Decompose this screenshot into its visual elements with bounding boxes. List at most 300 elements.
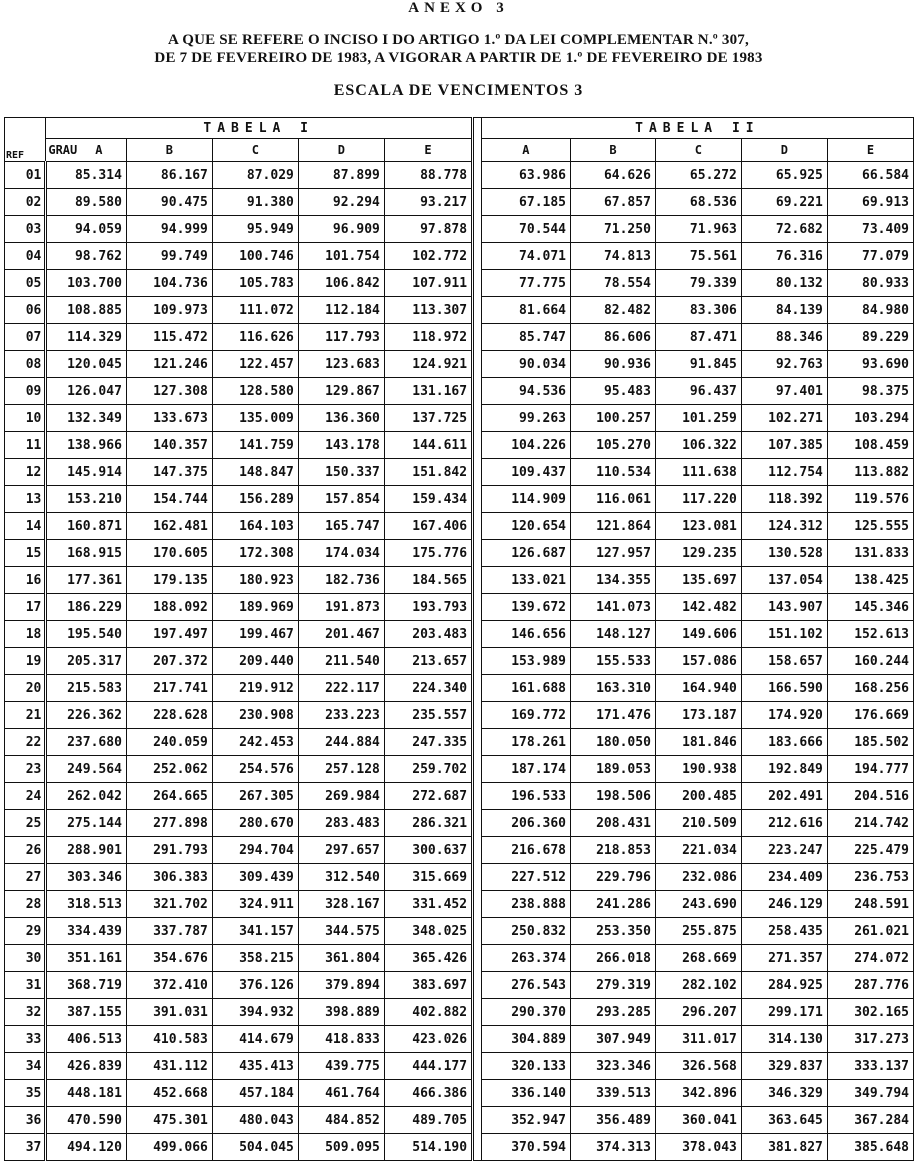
tabela-1-e-cell: 124.921 [384, 351, 472, 378]
tabela-2-c-cell: 157.086 [655, 648, 741, 675]
tabela-1-a-cell: 195.540 [46, 621, 127, 648]
tabela-2-d-cell: 112.754 [741, 459, 827, 486]
tabela-2-b-cell: 134.355 [571, 567, 656, 594]
tabela-1-c-cell: 435.413 [212, 1053, 298, 1080]
table-row [5, 432, 914, 459]
tabela-1-b-cell: 104.736 [126, 270, 212, 297]
tabela-2-d-cell: 137.054 [741, 567, 827, 594]
tabela-1-b-cell: 228.628 [126, 702, 212, 729]
tabela-2-a-cell: 94.536 [481, 378, 570, 405]
table-group-header [5, 118, 914, 139]
tabela-1-b-cell: 179.135 [126, 567, 212, 594]
tabela-2-a-cell: 99.263 [481, 405, 570, 432]
table-gap [473, 459, 482, 486]
tabela-1-e-cell: 193.793 [384, 594, 472, 621]
tabela-2-b-cell: 374.313 [571, 1134, 656, 1161]
tabela-2-a-cell: 67.185 [481, 189, 570, 216]
tabela-2-d-cell: 346.329 [741, 1080, 827, 1107]
tabela-1-b-cell: 133.673 [126, 405, 212, 432]
tabela-2-a-cell: 81.664 [481, 297, 570, 324]
tabela-2-a-cell: 187.174 [481, 756, 570, 783]
tabela-2-a-cell: 114.909 [481, 486, 570, 513]
tabela-1-c-cell: 280.670 [212, 810, 298, 837]
table-row [5, 513, 914, 540]
tabela-2-a-cell: 74.071 [481, 243, 570, 270]
tabela-1-d-cell: 418.833 [298, 1026, 384, 1053]
tabela-1-c-cell: 230.908 [212, 702, 298, 729]
tabela-1-c-cell: 457.184 [212, 1080, 298, 1107]
column-header-e: E [384, 139, 472, 162]
tabela-1-a-cell: 249.564 [46, 756, 127, 783]
tabela-2-b-cell: 86.606 [571, 324, 656, 351]
tabela-1-c-cell: 116.626 [212, 324, 298, 351]
tabela-2-a-cell: 77.775 [481, 270, 570, 297]
tabela-1-c-cell: 91.380 [212, 189, 298, 216]
tabela-2-c-cell: 111.638 [655, 459, 741, 486]
table-gap [473, 999, 482, 1026]
tabela-2-e-cell: 367.284 [827, 1107, 913, 1134]
ref-cell: 33 [5, 1026, 46, 1053]
tabela-1-c-cell: 254.576 [212, 756, 298, 783]
tabela-1-d-cell: 509.095 [298, 1134, 384, 1161]
tabela-1-e-cell: 144.611 [384, 432, 472, 459]
tabela-1-d-cell: 439.775 [298, 1053, 384, 1080]
tabela-2-c-cell: 342.896 [655, 1080, 741, 1107]
tabela-1-e-cell: 88.778 [384, 162, 472, 189]
tabela-2-c-cell: 135.697 [655, 567, 741, 594]
table-row [5, 270, 914, 297]
tabela-1-d-cell: 112.184 [298, 297, 384, 324]
tabela-1-a-cell: 237.680 [46, 729, 127, 756]
ref-cell: 28 [5, 891, 46, 918]
tabela-2-a-cell: 85.747 [481, 324, 570, 351]
tabela-2-d-cell: 130.528 [741, 540, 827, 567]
tabela-2-d-cell: 65.925 [741, 162, 827, 189]
tabela-1-c-cell: 267.305 [212, 783, 298, 810]
tabela-1-b-cell: 115.472 [126, 324, 212, 351]
tabela-2-e-cell: 248.591 [827, 891, 913, 918]
tabela-1-e-cell: 423.026 [384, 1026, 472, 1053]
tabela-2-b-cell: 293.285 [571, 999, 656, 1026]
tabela-2-d-cell: 183.666 [741, 729, 827, 756]
tabela-2-a-cell: 153.989 [481, 648, 570, 675]
tabela-1-a-cell: 334.439 [46, 918, 127, 945]
tabela-1-a-cell: 168.915 [46, 540, 127, 567]
table-gap [473, 351, 482, 378]
table-gap [473, 756, 482, 783]
tabela-2-d-cell: 363.645 [741, 1107, 827, 1134]
table-gap [473, 621, 482, 648]
annex-title: ANEXO 3 [408, 0, 509, 16]
tabela-1-c-cell: 95.949 [212, 216, 298, 243]
tabela-2-b-cell: 121.864 [571, 513, 656, 540]
tabela-2-d-cell: 212.616 [741, 810, 827, 837]
tabela-2-b-cell: 141.073 [571, 594, 656, 621]
tabela-2-e-cell: 113.882 [827, 459, 913, 486]
tabela-2-b-cell: 71.250 [571, 216, 656, 243]
tabela-2-b-cell: 241.286 [571, 891, 656, 918]
tabela-2-a-cell: 352.947 [481, 1107, 570, 1134]
tabela-1-d-cell: 211.540 [298, 648, 384, 675]
ref-cell: 29 [5, 918, 46, 945]
tabela-1-a-cell: 368.719 [46, 972, 127, 999]
tabela-1-e-cell: 151.842 [384, 459, 472, 486]
tabela-1-a-cell: 226.362 [46, 702, 127, 729]
table-row [5, 972, 914, 999]
tabela-1-c-cell: 87.029 [212, 162, 298, 189]
tabela-2-e-cell: 349.794 [827, 1080, 913, 1107]
tabela-1-a-cell: 351.161 [46, 945, 127, 972]
tabela-1-e-cell: 184.565 [384, 567, 472, 594]
tabela-2-c-cell: 243.690 [655, 891, 741, 918]
tabela-1-e-cell: 118.972 [384, 324, 472, 351]
tabela-1-b-cell: 207.372 [126, 648, 212, 675]
tabela-2-e-cell: 73.409 [827, 216, 913, 243]
tabela-1-e-cell: 348.025 [384, 918, 472, 945]
tabela-1-a-cell: 108.885 [46, 297, 127, 324]
table-gap [473, 891, 482, 918]
tabela-2-a-cell: 250.832 [481, 918, 570, 945]
ref-cell: 20 [5, 675, 46, 702]
tabela-1-d-cell: 92.294 [298, 189, 384, 216]
tabela-2-a-cell: 126.687 [481, 540, 570, 567]
tabela-2-c-cell: 87.471 [655, 324, 741, 351]
tabela-2-e-cell: 168.256 [827, 675, 913, 702]
tabela-1-b-cell: 240.059 [126, 729, 212, 756]
tabela-1-c-cell: 172.308 [212, 540, 298, 567]
table-gap [473, 270, 482, 297]
table-row [5, 378, 914, 405]
tabela-2-e-cell: 93.690 [827, 351, 913, 378]
table-row [5, 999, 914, 1026]
table-row [5, 216, 914, 243]
tabela-1-d-cell: 244.884 [298, 729, 384, 756]
tabela-1-a-cell: 318.513 [46, 891, 127, 918]
tabela-1-d-cell: 96.909 [298, 216, 384, 243]
table-row [5, 486, 914, 513]
tabela-1-c-cell: 148.847 [212, 459, 298, 486]
tabela-1-c-cell: 480.043 [212, 1107, 298, 1134]
tabela-2-b-cell: 64.626 [571, 162, 656, 189]
tabela-2-a-cell: 227.512 [481, 864, 570, 891]
tabela-2-c-cell: 117.220 [655, 486, 741, 513]
table-gap [473, 297, 482, 324]
table-row [5, 351, 914, 378]
tabela-1-a-cell: 177.361 [46, 567, 127, 594]
tabela-1-e-cell: 402.882 [384, 999, 472, 1026]
table-gap [473, 243, 482, 270]
tabela-2-a-cell: 216.678 [481, 837, 570, 864]
table-gap [473, 1107, 482, 1134]
ref-cell: 12 [5, 459, 46, 486]
tabela-1-a-cell: 89.580 [46, 189, 127, 216]
tabela-1-d-cell: 129.867 [298, 378, 384, 405]
tabela-1-e-cell: 444.177 [384, 1053, 472, 1080]
tabela-2-b-cell: 339.513 [571, 1080, 656, 1107]
ref-cell: 31 [5, 972, 46, 999]
tabela-1-a-cell: 288.901 [46, 837, 127, 864]
table-gap [473, 702, 482, 729]
tabela-2-b-cell: 279.319 [571, 972, 656, 999]
tabela-2-d-cell: 246.129 [741, 891, 827, 918]
tabela-2-c-cell: 296.207 [655, 999, 741, 1026]
tabela-1-c-cell: 414.679 [212, 1026, 298, 1053]
tabela-1-e-cell: 259.702 [384, 756, 472, 783]
tabela-1-e-cell: 489.705 [384, 1107, 472, 1134]
tabela-2-d-cell: 92.763 [741, 351, 827, 378]
table-gap [473, 513, 482, 540]
tabela-1-c-cell: 189.969 [212, 594, 298, 621]
tabela-2-b-cell: 148.127 [571, 621, 656, 648]
ref-cell: 37 [5, 1134, 46, 1161]
table-gap [473, 432, 482, 459]
ref-cell: 25 [5, 810, 46, 837]
tabela-1-b-cell: 86.167 [126, 162, 212, 189]
tabela-2-d-cell: 329.837 [741, 1053, 827, 1080]
tabela-1-b-cell: 170.605 [126, 540, 212, 567]
tabela-1-b-cell: 410.583 [126, 1026, 212, 1053]
ref-cell: 35 [5, 1080, 46, 1107]
ref-cell: 22 [5, 729, 46, 756]
column-header-b: B [126, 139, 212, 162]
table-row [5, 1053, 914, 1080]
tabela-2-c-cell: 255.875 [655, 918, 741, 945]
tabela-2-a-cell: 161.688 [481, 675, 570, 702]
tabela-1-a-cell: 85.314 [46, 162, 127, 189]
table-row [5, 864, 914, 891]
tabela-1-d-cell: 191.873 [298, 594, 384, 621]
tabela-2-a-cell: 139.672 [481, 594, 570, 621]
tabela-1-e-cell: 466.386 [384, 1080, 472, 1107]
tabela-1-e-cell: 107.911 [384, 270, 472, 297]
tabela-1-a-cell: 94.059 [46, 216, 127, 243]
tabela-2-a-cell: 238.888 [481, 891, 570, 918]
ref-cell: 03 [5, 216, 46, 243]
table-row [5, 918, 914, 945]
tabela-1-d-cell: 257.128 [298, 756, 384, 783]
tabela-1-a-cell: 145.914 [46, 459, 127, 486]
table-gap [473, 729, 482, 756]
tabela-2-e-cell: 77.079 [827, 243, 913, 270]
tabela-2-d-cell: 234.409 [741, 864, 827, 891]
table-gap [473, 189, 482, 216]
tabela-2-e-cell: 204.516 [827, 783, 913, 810]
table-gap [473, 324, 482, 351]
tabela-2-e-cell: 69.913 [827, 189, 913, 216]
tabela-2-d-cell: 69.221 [741, 189, 827, 216]
tabela-2-a-cell: 169.772 [481, 702, 570, 729]
tabela-2-b-cell: 198.506 [571, 783, 656, 810]
tabela-1-a-cell: 114.329 [46, 324, 127, 351]
table-gap [473, 567, 482, 594]
tabela-2-c-cell: 123.081 [655, 513, 741, 540]
tabela-2-d-cell: 72.682 [741, 216, 827, 243]
tabela-2-e-cell: 145.346 [827, 594, 913, 621]
table-gap [473, 837, 482, 864]
tabela-1-d-cell: 136.360 [298, 405, 384, 432]
tabela-1-b-cell: 264.665 [126, 783, 212, 810]
tabela-2-b-cell: 78.554 [571, 270, 656, 297]
tabela-1-d-cell: 269.984 [298, 783, 384, 810]
tabela-2-a-cell: 133.021 [481, 567, 570, 594]
table-row [5, 675, 914, 702]
tabela-1-d-cell: 484.852 [298, 1107, 384, 1134]
table-row [5, 297, 914, 324]
tabela-1-b-cell: 499.066 [126, 1134, 212, 1161]
tabela-2-c-cell: 360.041 [655, 1107, 741, 1134]
table-gap [473, 378, 482, 405]
tabela-2-a-cell: 320.133 [481, 1053, 570, 1080]
tabela-2-a-cell: 178.261 [481, 729, 570, 756]
tabela-2-a-cell: 304.889 [481, 1026, 570, 1053]
ref-cell: 21 [5, 702, 46, 729]
tabela-2-c-cell: 190.938 [655, 756, 741, 783]
tabela-2-e-cell: 302.165 [827, 999, 913, 1026]
table-gap [473, 918, 482, 945]
tabela-1-b-cell: 475.301 [126, 1107, 212, 1134]
tabela-2-b-cell: 163.310 [571, 675, 656, 702]
tabela-1-c-cell: 209.440 [212, 648, 298, 675]
table-row [5, 567, 914, 594]
tabela-2-d-cell: 202.491 [741, 783, 827, 810]
tabela-2-b-cell: 180.050 [571, 729, 656, 756]
table-column-header-row [5, 139, 914, 162]
tabela-1-c-cell: 156.289 [212, 486, 298, 513]
tabela-2-e-cell: 125.555 [827, 513, 913, 540]
tabela-2-e-cell: 225.479 [827, 837, 913, 864]
tabela-2-d-cell: 174.920 [741, 702, 827, 729]
tabela-1-a-cell: 494.120 [46, 1134, 127, 1161]
tabela-2-d-cell: 84.139 [741, 297, 827, 324]
tabela-1-c-cell: 135.009 [212, 405, 298, 432]
tabela-2-b-cell: 95.483 [571, 378, 656, 405]
tabela-2-a-cell: 63.986 [481, 162, 570, 189]
tabela-1-c-cell: 105.783 [212, 270, 298, 297]
tabela-1-e-cell: 93.217 [384, 189, 472, 216]
tabela-1-d-cell: 297.657 [298, 837, 384, 864]
tabela-1-d-cell: 117.793 [298, 324, 384, 351]
tabela-1-a-cell: 470.590 [46, 1107, 127, 1134]
table-gap [473, 1134, 482, 1161]
tabela-2-c-cell: 378.043 [655, 1134, 741, 1161]
tabela-1-a-cell: 262.042 [46, 783, 127, 810]
tabela-2-b-cell: 266.018 [571, 945, 656, 972]
tabela-1-c-cell: 324.911 [212, 891, 298, 918]
tabela-1-c-cell: 100.746 [212, 243, 298, 270]
tabela-2-c-cell: 164.940 [655, 675, 741, 702]
table-gap [473, 945, 482, 972]
tabela-1-e-cell: 213.657 [384, 648, 472, 675]
tabela-1-a-cell: 275.144 [46, 810, 127, 837]
column-header-c: C [212, 139, 298, 162]
tabela-2-d-cell: 76.316 [741, 243, 827, 270]
tabela-1-e-cell: 131.167 [384, 378, 472, 405]
table-gap [473, 1080, 482, 1107]
tabela-1-e-cell: 300.637 [384, 837, 472, 864]
tabela-2-a-cell: 90.034 [481, 351, 570, 378]
tabela-1-c-cell: 341.157 [212, 918, 298, 945]
tabela-2-e-cell: 385.648 [827, 1134, 913, 1161]
tabela-1-b-cell: 162.481 [126, 513, 212, 540]
tabela-1-a-cell: 120.045 [46, 351, 127, 378]
ref-cell: 04 [5, 243, 46, 270]
tabela-1-d-cell: 398.889 [298, 999, 384, 1026]
tabela-1-d-cell: 344.575 [298, 918, 384, 945]
column-header-c: C [655, 139, 741, 162]
tabela-2-e-cell: 317.273 [827, 1026, 913, 1053]
tabela-1-b-cell: 127.308 [126, 378, 212, 405]
tabela-2-c-cell: 129.235 [655, 540, 741, 567]
tabela-1-c-cell: 199.467 [212, 621, 298, 648]
tabela-2-b-cell: 74.813 [571, 243, 656, 270]
tabela-2-c-cell: 221.034 [655, 837, 741, 864]
tabela-1-c-cell: 504.045 [212, 1134, 298, 1161]
tabela-2-d-cell: 314.130 [741, 1026, 827, 1053]
tabela-2-e-cell: 194.777 [827, 756, 913, 783]
tabela-2-e-cell: 176.669 [827, 702, 913, 729]
column-header-grau-a [46, 139, 127, 162]
tabela-1-c-cell: 122.457 [212, 351, 298, 378]
tabela-1-b-cell: 154.744 [126, 486, 212, 513]
tabela-1-c-cell: 141.759 [212, 432, 298, 459]
tabela-2-d-cell: 124.312 [741, 513, 827, 540]
tabela-2-a-cell: 263.374 [481, 945, 570, 972]
tabela-2-e-cell: 287.776 [827, 972, 913, 999]
column-a-label: A [95, 143, 103, 157]
tabela-1-c-cell: 128.580 [212, 378, 298, 405]
scale-title: ESCALA DE VENCIMENTOS 3 [333, 82, 584, 99]
tabela-2-e-cell: 84.980 [827, 297, 913, 324]
table-row [5, 1134, 914, 1161]
tabela-2-b-cell: 229.796 [571, 864, 656, 891]
tabela-2-b-cell: 105.270 [571, 432, 656, 459]
tabela-1-b-cell: 337.787 [126, 918, 212, 945]
table-gap [473, 594, 482, 621]
tabela-2-d-cell: 158.657 [741, 648, 827, 675]
column-header-a: A [481, 139, 570, 162]
table-row [5, 945, 914, 972]
tabela-1-c-cell: 111.072 [212, 297, 298, 324]
tabela-2-e-cell: 80.933 [827, 270, 913, 297]
table-gap [473, 648, 482, 675]
ref-cell: 26 [5, 837, 46, 864]
tabela-1-a-cell: 160.871 [46, 513, 127, 540]
tabela-1-a-cell: 186.229 [46, 594, 127, 621]
tabela-2-a-cell: 146.656 [481, 621, 570, 648]
table-row [5, 459, 914, 486]
tabela-1-b-cell: 188.092 [126, 594, 212, 621]
ref-cell: 16 [5, 567, 46, 594]
tabela-2-d-cell: 381.827 [741, 1134, 827, 1161]
tabela-2-a-cell: 70.544 [481, 216, 570, 243]
table-gap [473, 675, 482, 702]
ref-cell: 24 [5, 783, 46, 810]
tabela-1-b-cell: 306.383 [126, 864, 212, 891]
tabela-1-a-cell: 153.210 [46, 486, 127, 513]
column-header-b: B [571, 139, 656, 162]
column-header-e: E [827, 139, 913, 162]
table-row [5, 324, 914, 351]
tabela-1-e-cell: 286.321 [384, 810, 472, 837]
tabela-2-a-cell: 104.226 [481, 432, 570, 459]
ref-cell: 02 [5, 189, 46, 216]
tabela-2-e-cell: 261.021 [827, 918, 913, 945]
tabela-1-a-cell: 132.349 [46, 405, 127, 432]
tabela-1-a-cell: 303.346 [46, 864, 127, 891]
ref-cell: 36 [5, 1107, 46, 1134]
tabela-2-b-cell: 208.431 [571, 810, 656, 837]
ref-cell: 17 [5, 594, 46, 621]
